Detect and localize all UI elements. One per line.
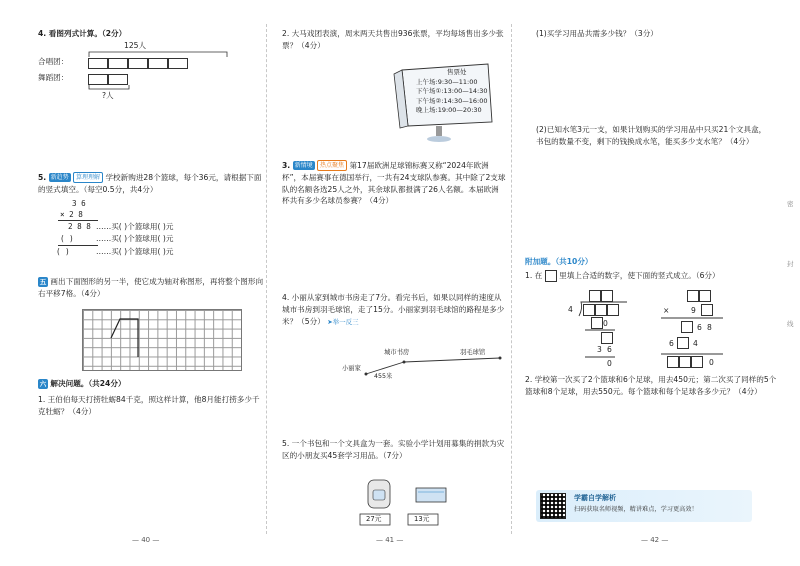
qr-banner[interactable] <box>536 490 752 522</box>
mul-top: 3 6 <box>72 198 86 208</box>
q4-text: 4. 小丽从家到城市书房走了7分。看完书后，如果以同样的速度从城市书房到羽毛球馆，走了15分。小丽家到羽毛球馆的路程是多少米？（5分） <box>282 293 505 326</box>
q3-block <box>282 160 506 207</box>
page-42 <box>511 0 800 566</box>
fill-line-2: ……买( )个篮球用( )元 <box>96 233 174 243</box>
grid-paper <box>82 309 242 371</box>
fill-line-3: ……买( )个篮球用( )元 <box>96 246 174 256</box>
binding-char-2: 封 <box>787 260 794 268</box>
multiplication-puzzle <box>659 288 739 370</box>
q4-block <box>38 28 268 98</box>
fill-line-1: ……买( )个篮球用( )元 <box>96 221 174 231</box>
q5-text: 学校新购进28个篮球，每个36元，请根据下面的竖式填空。（每空0.5分，共4分） <box>38 173 262 194</box>
q3-text: 第17届欧洲足球锦标赛又称“2024年欧洲杯”，本届赛事在德国举行，一共有24支球队参赛。其中除了2支球队的名额各选25人之外，其余球队都报满了26人名额。本届欧洲杯共有多少名球员参赛？（4分） <box>282 161 506 206</box>
q4-title: 4. 看图列式计算。（2分） <box>38 29 127 38</box>
supplies-illustration <box>358 474 468 528</box>
binding-char-1: 密 <box>787 200 794 208</box>
div-three: 3 <box>597 345 602 354</box>
bar-diagram <box>38 42 268 98</box>
mul-times: × 2 8 <box>60 209 83 219</box>
page-41 <box>268 0 511 566</box>
section-6-title <box>38 378 126 390</box>
q5-text-41: 5. 一个书包和一个文具盒为一套。实验小学计划用募集的捐款为灾区的小朋友买45套学习用品。（7分） <box>282 439 505 460</box>
label-distance: 455米 <box>374 373 393 380</box>
page-number-40: — 40 — <box>132 536 160 545</box>
row1-label: 合唱团： <box>38 56 69 66</box>
total-brace <box>88 50 228 58</box>
ticket-sign <box>388 62 498 144</box>
tag-new-context: 新情境 <box>294 162 313 169</box>
distance-diagram <box>342 348 508 384</box>
mul-eight: 8 <box>707 323 712 332</box>
price-bag: 27元 <box>366 515 382 523</box>
mul-zero: 0 <box>709 358 714 367</box>
sign-line-4: 晚上场:19:00—20:30 <box>416 106 482 114</box>
bonus-q1 <box>525 270 775 282</box>
mul-partial: 2 8 8 <box>68 221 91 231</box>
qr-text: 扫码获取名师视频，精讲难点，学习更高效！ <box>574 506 698 513</box>
pencil-case-icon <box>416 488 446 502</box>
mul-six: 6 <box>697 323 702 332</box>
q5-number: 5. <box>38 173 47 182</box>
binding-line <box>787 174 794 354</box>
mul-four: 4 <box>693 339 698 348</box>
tag-hot-topic: 热点聚焦 <box>317 160 347 171</box>
q2-text: 2. 大马戏团表演，周末两天共售出936张票，平均每场售出多少张票？（4分） <box>282 29 504 50</box>
section-6-label: 解决问题。（共24分） <box>50 379 126 388</box>
page-40 <box>0 0 268 566</box>
row1-bar <box>88 58 188 69</box>
binding-char-3: 线 <box>787 320 794 328</box>
practice-link[interactable]: ➤举一反三 <box>327 317 359 326</box>
q3-number: 3. <box>282 161 291 170</box>
divider-left <box>266 24 267 534</box>
division-puzzle <box>565 288 635 370</box>
mul-six-2: 6 <box>669 339 674 348</box>
page-number-41: — 41 — <box>376 536 404 545</box>
row2-label: 舞蹈团： <box>38 72 69 82</box>
section-badge-6: 六 <box>39 380 47 388</box>
half-shape <box>83 310 243 372</box>
label-badminton: 羽毛球馆 <box>460 349 486 356</box>
q5-part1: (1)买学习用品共需多少钱？（3分） <box>536 29 658 38</box>
div-divisor: 4 <box>568 305 573 314</box>
blank-box-icon <box>545 270 557 282</box>
label-home: 小丽家 <box>342 365 361 372</box>
bonus-q1-start: 1. 在 <box>525 271 543 280</box>
unknown-label: ?人 <box>102 90 114 100</box>
vertical-multiplication: 3 6 × 2 8 2 8 8 ……买( )个篮球用( )元 ( ) ……买( )个篮球用( )元 ( ) ……买( )个篮球用( )元 <box>56 198 174 256</box>
q4-block-41 <box>282 292 506 327</box>
q1-text: 1. 王伯伯每天打捞牡蛎84千克，照这样计算，他8月能打捞多少千克牡蛎？（4分） <box>38 395 260 416</box>
sign-line-3: 下午场②:14:30—16:00 <box>416 96 488 105</box>
qr-title: 学霸自学解析 <box>574 494 616 502</box>
page-number-42: — 42 — <box>641 536 669 545</box>
sign-line-2: 下午场①:13:00—14:30 <box>416 87 488 95</box>
symmetry-text: 画出下面图形的另一半，使它成为轴对称图形，再将整个图形向右平移7格。（4分） <box>38 277 264 298</box>
bonus-title: 附加题。（共10分） <box>525 257 593 266</box>
mul-times-sign: × <box>663 306 670 315</box>
mul-nine: 9 <box>691 306 696 315</box>
section-badge-5: 五 <box>39 278 47 286</box>
bonus-q2: 2. 学校第一次买了2个篮球和6个足球，用去450元；第二次买了同样的5个篮球和8个足球，用去550元。每个篮球和每个足球各多少元？（4分） <box>525 375 777 396</box>
div-six: 6 <box>607 345 612 354</box>
sign-title: 售票处 <box>446 68 467 76</box>
qr-code-icon[interactable] <box>540 493 566 519</box>
total-label: 125人 <box>124 40 147 50</box>
label-library: 城市书房 <box>384 349 410 356</box>
symmetry-question <box>38 276 266 300</box>
q5-block <box>38 172 268 262</box>
tag-new-trend: 新趋势 <box>50 174 69 181</box>
q5-part2: (2)已知水笔3元一支，如果计划购买的学习用品中只买21个文具盒，书包的数量不变，剩下的钱换成水笔，能买多少支水笔？（4分） <box>536 125 767 146</box>
tag-concept: 算理理解 <box>73 172 103 183</box>
div-zero-1: 0 <box>603 319 608 328</box>
row2-bar <box>88 74 128 85</box>
price-case: 13元 <box>414 515 430 523</box>
sign-line-1: 上午场:9:30—11:00 <box>416 77 478 86</box>
div-zero-2: 0 <box>607 359 612 368</box>
bonus-q1-rest: 里填上合适的数字，使下面的竖式成立。（6分） <box>559 271 720 280</box>
